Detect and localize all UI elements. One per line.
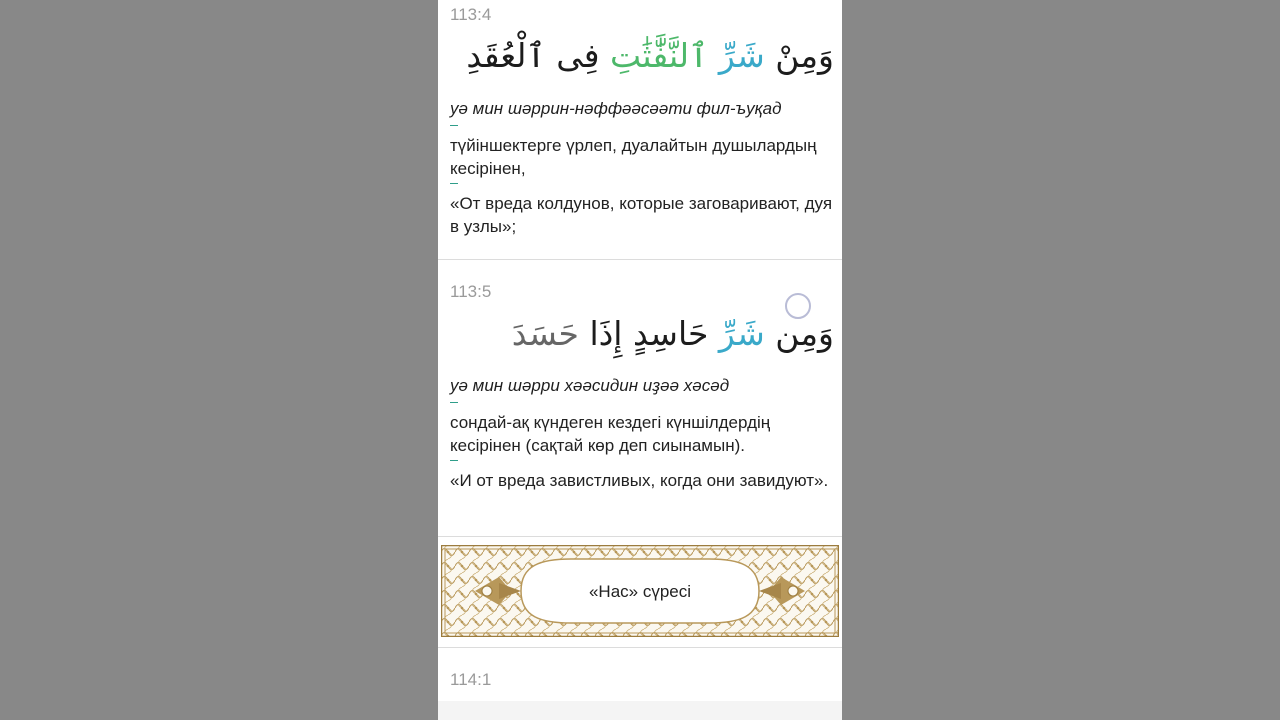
divider-mark: [450, 460, 458, 461]
transliteration-text: уә мин шәррин-нәффәәсәәти фил-ъуқад: [450, 99, 782, 118]
verse-separator: [438, 647, 842, 648]
verse-number: 114:1: [450, 670, 492, 689]
verse-separator: [438, 536, 842, 537]
verse-separator: [438, 259, 842, 260]
verse-number: 113:5: [450, 282, 492, 301]
russian-translation: «От вреда колдунов, которые заговаривают, дуя в узлы»;: [450, 194, 833, 236]
divider-mark: [450, 125, 458, 126]
russian-translation: «И от вреда завистливых, когда они завидуют».: [450, 471, 829, 490]
kazakh-translation: түйіншектерге үрлеп, дуалайтын душылардың кесірінен,: [450, 136, 817, 178]
surah-header-banner: [441, 545, 839, 637]
divider-mark: [450, 183, 458, 184]
divider-mark: [450, 402, 458, 403]
bottom-bar: [438, 701, 842, 720]
kazakh-translation: сондай-ақ күндеген кездегі күншілдердің кесірінен (сақтай көр деп сиынамын).: [450, 413, 771, 455]
transliteration-text: уә мин шәрри хәәсидин иҙәә хәсәд: [450, 376, 730, 395]
verse-number: 113:4: [450, 5, 492, 24]
surah-title: «Нас» сүресі: [588, 582, 692, 601]
arabic-text: وَمِن شَرِّ حَاسِدٍ إِذَا حَسَدَ: [511, 314, 834, 353]
quran-reader-screen[interactable]: [438, 0, 842, 720]
arabic-text: وَمِنْ شَرِّ ٱلنَّفَّٰثَٰتِ فِى ٱلْعُقَدِ: [466, 36, 834, 75]
